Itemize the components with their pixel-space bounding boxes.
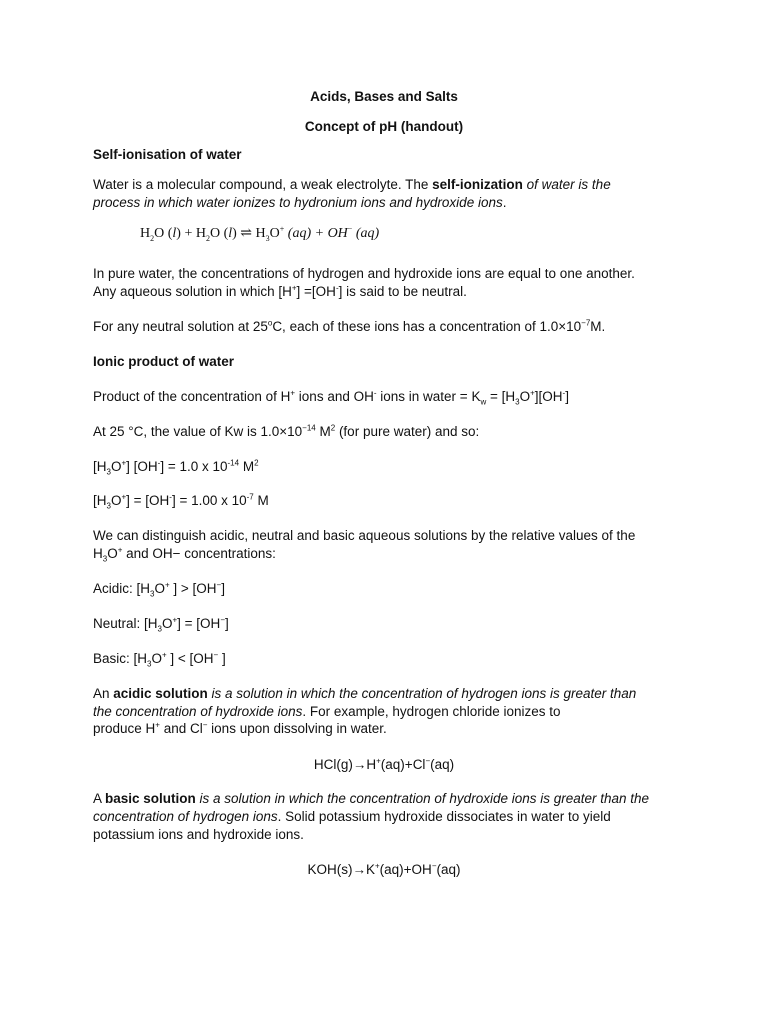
paragraph-line — [93, 545, 276, 563]
superscript: - — [562, 388, 566, 398]
eq-part: ) + H — [176, 226, 206, 241]
acidic-condition — [93, 580, 225, 598]
eq-sub: 2 — [150, 233, 155, 243]
subscript: 3 — [150, 589, 155, 599]
text: O — [151, 651, 162, 666]
text: the concentration of hydroxide ions — [93, 704, 303, 719]
superscript: + — [376, 756, 381, 766]
text: ions in water = K — [376, 389, 481, 404]
document-subtitle: Concept of pH (handout) — [304, 119, 464, 134]
hcl-equation — [0, 756, 768, 774]
paragraph-line — [93, 685, 636, 703]
basic-condition — [93, 650, 226, 668]
eq-part: l — [172, 226, 177, 241]
superscript: + — [117, 545, 123, 555]
text: An — [93, 686, 114, 701]
superscript: - — [157, 458, 161, 468]
bold-term: basic solution — [105, 791, 196, 806]
text: Acidic: [H — [93, 581, 151, 596]
text: ] is said to be neutral. — [338, 284, 467, 299]
text: ] = 1.00 x 10 — [171, 493, 247, 508]
paragraph-line — [93, 703, 561, 721]
superscript: − — [425, 756, 431, 766]
text: ] = [OH — [177, 616, 221, 631]
text: ] =[OH — [296, 284, 336, 299]
superscript: + — [172, 615, 178, 625]
text: O — [154, 581, 165, 596]
text: is a solution in which the concentration of hydroxide ions is greater than the — [195, 791, 650, 806]
eq-part: (aq) — [352, 226, 380, 241]
self-ionization-equation — [140, 225, 379, 242]
paragraph-line: We can distinguish acidic, neutral and basic aqueous solutions by the relative values of the — [93, 528, 636, 543]
text: ions and OH — [295, 389, 374, 404]
text: ] = 1.0 x 10 — [160, 459, 228, 474]
superscript: −7 — [581, 318, 591, 328]
text: M — [253, 493, 269, 508]
superscript: - — [373, 388, 377, 398]
text: . — [502, 195, 507, 210]
subscript: 3 — [106, 501, 111, 511]
superscript: + — [374, 861, 380, 871]
eq-part: ) ⇌ H — [232, 226, 266, 241]
text: ] — [221, 581, 225, 596]
text: ] = [OH — [126, 493, 170, 508]
text: At 25 °C, the value of Kw is 1.0×10 — [93, 424, 303, 439]
text: ions upon dissolving in water. — [207, 721, 387, 736]
paragraph-line — [93, 194, 506, 212]
superscript: + — [155, 720, 160, 730]
text: (aq) — [430, 757, 455, 772]
paragraph-line — [93, 720, 387, 738]
text: O — [519, 389, 531, 404]
text: concentration of hydrogen ions — [93, 809, 278, 824]
text: (aq) — [436, 862, 461, 877]
text: (for pure water) and so: — [335, 424, 480, 439]
superscript: - — [169, 492, 172, 502]
paragraph-line — [93, 423, 479, 441]
eq-part: O — [269, 226, 280, 241]
text: M — [315, 424, 331, 439]
text: process in which water ionizes to hydronium ions and hydroxide ions — [93, 195, 503, 210]
neutral-condition — [93, 615, 229, 633]
text: of water is the — [522, 177, 611, 192]
text: C, each of these ions has a concentration of 1.0×10 — [272, 319, 582, 334]
paragraph-line: potassium ions and hydroxide ions. — [93, 827, 304, 842]
subscript: 3 — [157, 624, 162, 634]
text: ] — [224, 616, 229, 631]
paragraph-line — [93, 318, 605, 336]
text: ] — [218, 651, 226, 666]
eq-part: l — [228, 226, 233, 241]
text: ] < [OH — [166, 651, 214, 666]
subscript: 3 — [106, 467, 111, 477]
eq-part: H — [140, 226, 151, 241]
superscript: -14 — [227, 458, 240, 468]
eq-sub: 3 — [265, 233, 270, 243]
eq-sup: + — [279, 224, 285, 234]
heading-ionic-product: Ionic product of water — [93, 354, 235, 369]
superscript: − — [213, 650, 219, 660]
text: [H — [93, 493, 107, 508]
document-title: Acids, Bases and Salts — [310, 89, 458, 104]
text: O — [110, 493, 122, 508]
text: HCl(g)→H — [313, 757, 377, 772]
text: O — [107, 546, 118, 561]
text: (aq)+OH — [379, 862, 432, 877]
text: Neutral: [H — [93, 616, 158, 631]
eq-part: O ( — [209, 226, 229, 241]
superscript: -7 — [246, 492, 254, 502]
paragraph-line — [93, 176, 611, 194]
paragraph-line — [93, 388, 569, 406]
text: ] > [OH — [169, 581, 217, 596]
eq-part: O ( — [154, 226, 173, 241]
text: For any neutral solution at 25 — [93, 319, 268, 334]
text: = [H — [486, 389, 516, 404]
paragraph-line — [93, 283, 467, 301]
text: and OH− concentrations: — [122, 546, 276, 561]
text: M. — [590, 319, 606, 334]
text: KOH(s)→K — [307, 862, 375, 877]
text: O — [110, 459, 122, 474]
eq-sub: 2 — [205, 233, 210, 243]
superscript: - — [335, 283, 339, 293]
subscript: 3 — [147, 659, 152, 669]
text: Basic: [H — [93, 651, 148, 666]
text: ] [OH — [126, 459, 158, 474]
text: ][OH — [534, 389, 563, 404]
equation-line — [93, 458, 259, 476]
subscript: w — [480, 397, 487, 407]
superscript: 2 — [330, 423, 336, 433]
text: and Cl — [159, 721, 203, 736]
text: produce H — [93, 721, 156, 736]
subscript: 3 — [515, 397, 520, 407]
superscript: − — [216, 580, 222, 590]
text: Product of the concentration of H — [93, 389, 291, 404]
subscript: 3 — [102, 554, 108, 564]
superscript: + — [164, 580, 170, 590]
paragraph-line — [93, 790, 649, 808]
text: M — [239, 459, 255, 474]
equation-line — [93, 492, 269, 510]
superscript: + — [121, 458, 127, 468]
superscript: o — [267, 318, 273, 328]
text: H — [93, 546, 103, 561]
heading-self-ionisation: Self-ionisation of water — [93, 147, 242, 162]
text: . Solid potassium hydroxide dissociates in water to yield — [277, 809, 611, 824]
text: (aq)+Cl — [380, 757, 426, 772]
bold-term: acidic solution — [113, 686, 208, 701]
text: O — [161, 616, 173, 631]
superscript: + — [290, 388, 296, 398]
eq-sup: − — [347, 224, 353, 234]
superscript: − — [220, 615, 225, 625]
text: A — [93, 791, 106, 806]
text: [H — [93, 459, 107, 474]
superscript: + — [530, 388, 535, 398]
text: is a solution in which the concentration of hydrogen ions is greater than — [207, 686, 637, 701]
superscript: − — [202, 720, 208, 730]
superscript: −14 — [302, 423, 316, 433]
text: Water is a molecular compound, a weak electrolyte. The — [93, 177, 433, 192]
superscript: + — [161, 650, 167, 660]
superscript: + — [291, 283, 297, 293]
superscript: 2 — [254, 458, 259, 468]
text: . For example, hydrogen chloride ionizes to — [302, 704, 561, 719]
paragraph-line — [93, 808, 611, 826]
text: Any aqueous solution in which [H — [93, 284, 292, 299]
koh-equation — [0, 861, 768, 879]
superscript: + — [121, 492, 127, 502]
text: ] — [565, 389, 569, 404]
eq-part: (aq) + OH — [284, 226, 348, 241]
superscript: − — [431, 861, 437, 871]
paragraph-line: In pure water, the concentrations of hydrogen and hydroxide ions are equal to one another. — [93, 266, 635, 281]
bold-term: self-ionization — [432, 177, 523, 192]
